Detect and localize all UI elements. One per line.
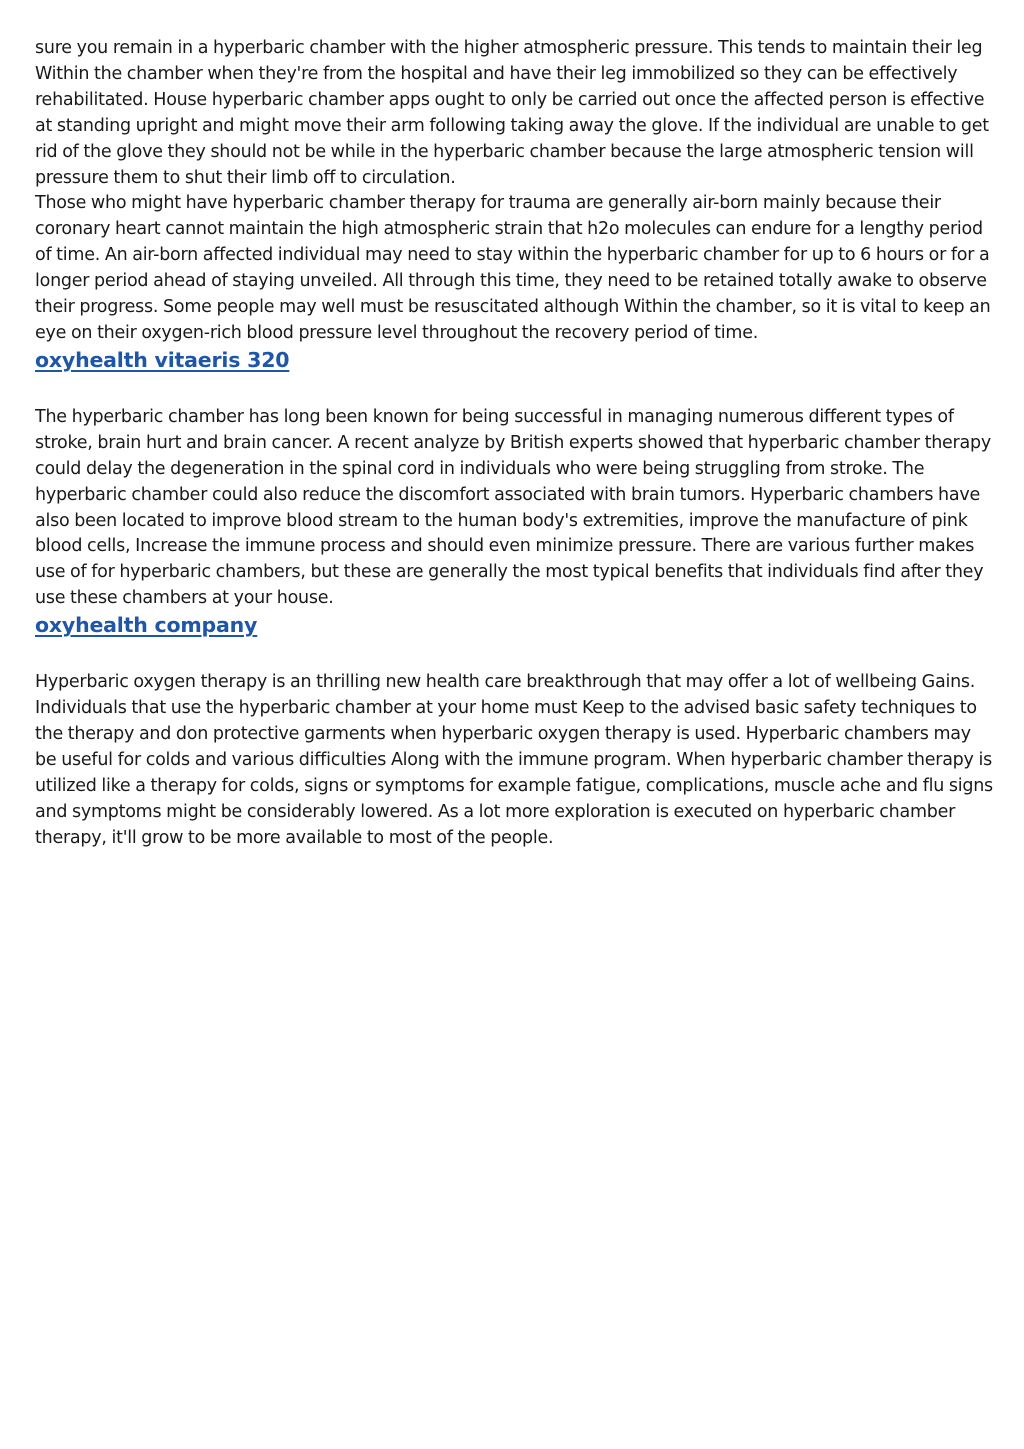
oxyhealth-vitaeris-link[interactable]: oxyhealth vitaeris 320 <box>35 347 290 372</box>
oxyhealth-company-link[interactable]: oxyhealth company <box>35 613 258 638</box>
heading-link-company <box>35 612 995 638</box>
document-page <box>35 36 995 851</box>
paragraph-trauma-therapy: Those who might have hyperbaric chamber therapy for trauma are generally air-born mainly because their coronary heart cannot maintain the high atmospheric strain that h2o molecules can endure for a lengthy period of time. An air-born affected individual may need to stay within the hyperbaric chamber for up to 6 hours or for a longer period ahead of staying unveiled. All through this time, they need to be retained totally awake to observe their progress. Some people may well must be resuscitated although Within the chamber, so it is vital to keep an eye on their oxygen-rich blood pressure level throughout the recovery period of time. <box>35 193 991 343</box>
paragraph-stroke-benefits: The hyperbaric chamber has long been known for being successful in managing numerous different types of stroke, brain hurt and brain cancer. A recent analyze by British experts showed that hyperbaric chamber therapy could delay the degeneration in the spinal cord in individuals who were being struggling from stroke. The hyperbaric chamber could also reduce the discomfort associated with brain tumors. Hyperbaric chambers have also been located to improve blood stream to the human body's extremities, improve the manufacture of pink blood cells, Increase the immune process and should even minimize pressure. There are various further makes use of for hyperbaric chambers, but these are generally the most typical benefits that individuals find after they use these chambers at your house. <box>35 406 991 609</box>
paragraph-leg-immobilization: sure you remain in a hyperbaric chamber with the higher atmospheric pressure. This tends to maintain their leg Within the chamber when they're from the hospital and have their leg immobilized so they can be effectively rehabilitated. House hyperbaric chamber apps ought to only be carried out once the affected person is effective at standing upright and might move their arm following taking away the glove. If the individual are unable to get rid of the glove they should not be while in the hyperbaric chamber because the large atmospheric tension will pressure them to shut their limb off to circulation. <box>35 38 989 188</box>
paragraph-oxygen-therapy: Hyperbaric oxygen therapy is an thrilling new health care breakthrough that may offer a lot of wellbeing Gains. Individuals that use the hyperbaric chamber at your home must Keep to the advised basic safety techniques to the therapy and don protective garments when hyperbaric oxygen therapy is used. Hyperbaric chambers may be useful for colds and various difficulties Along with the immune program. When hyperbaric chamber therapy is utilized like a therapy for colds, signs or symptoms for example fatigue, complications, muscle ache and flu signs and symptoms might be considerably lowered. As a lot more exploration is executed on hyperbaric chamber therapy, it'll grow to be more available to most of the people. <box>35 672 993 848</box>
heading-link-vitaeris <box>35 347 995 373</box>
